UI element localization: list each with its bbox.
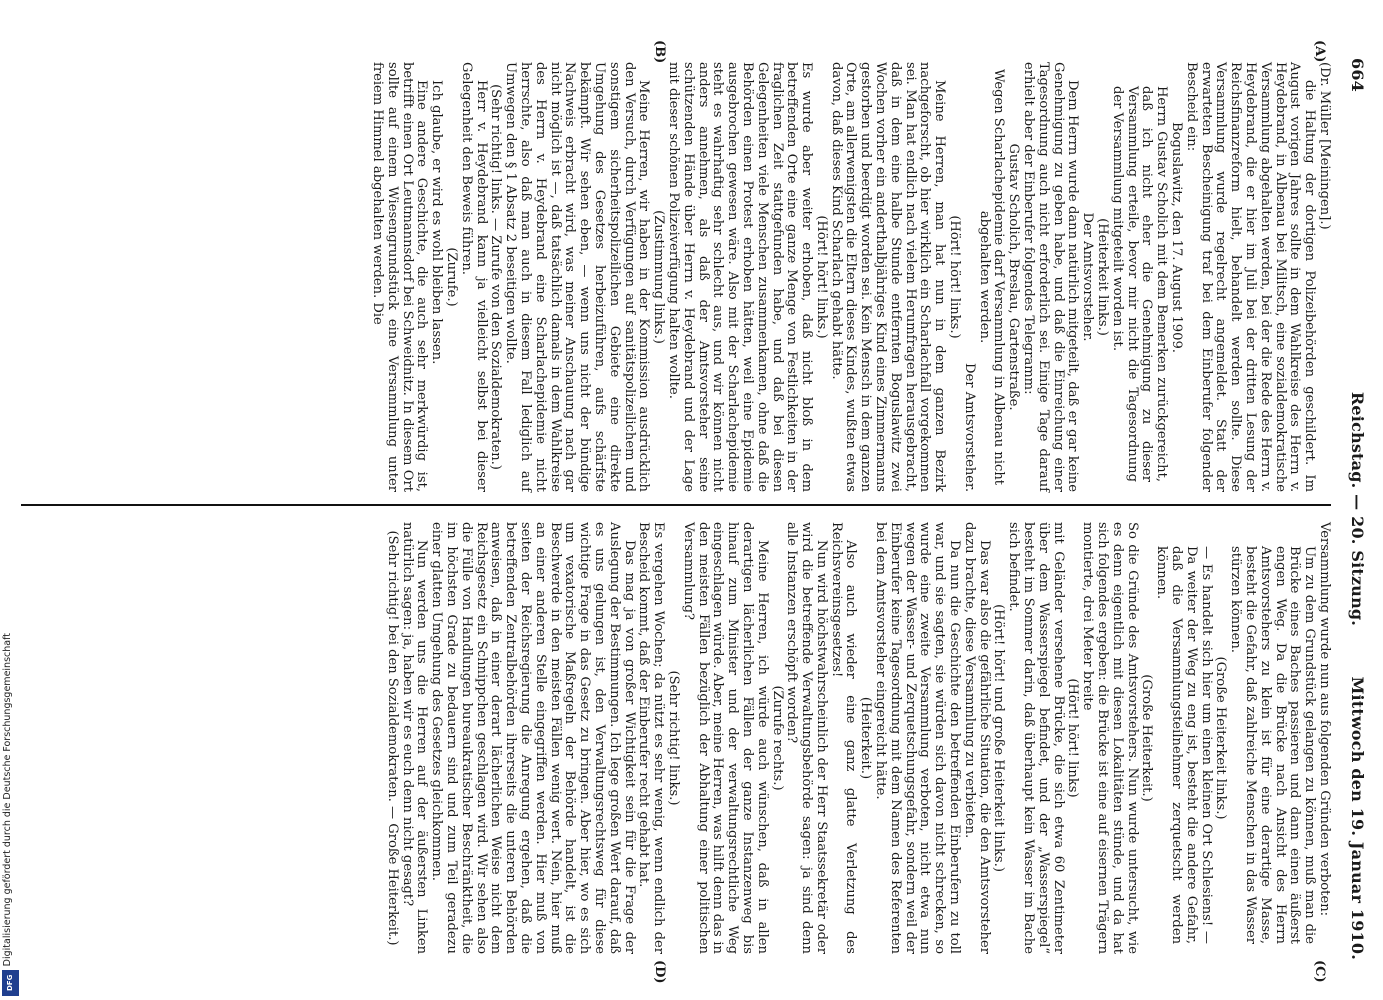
paragraph: Also auch wieder eine ganz glatte Verletzung des Reichsvereinsgesetzes! xyxy=(828,522,859,954)
paragraph: (Hört! hört! links) xyxy=(1065,678,1081,798)
page-title: Reichstag. — 20. Sitzung. xyxy=(1348,391,1367,627)
paragraph: Gustav Scholich, Breslau, Gartenstraße. xyxy=(1006,143,1022,411)
session-date: Mittwoch den 19. Januar 1910. xyxy=(1348,676,1367,960)
running-head xyxy=(1341,58,1367,960)
paragraph: (Hört! hört! links.) xyxy=(813,215,829,339)
paragraph: (Zurufe rechts.) xyxy=(769,685,785,791)
paragraph: (Dr. Müller [Meiningen].) xyxy=(1317,62,1332,230)
right-column xyxy=(384,522,1331,954)
paragraph: (Sehr richtig! bei den Sozialdemokraten. — Große Heiterkeit.) xyxy=(384,530,400,946)
digitization-footer xyxy=(0,0,22,1000)
paragraph: (Große Heiterkeit links.) xyxy=(1213,656,1229,820)
dfg-logo: DFG xyxy=(2,970,19,996)
paragraph: (Große Heiterkeit.) xyxy=(1139,674,1155,802)
paragraph: So die Gründe des Amtsvorstehers. Nun wurde untersucht, wie es denn eigentlich mit diesen Lokalitäten stünde, und da hat sich folgendes ergeben: die Brücke ist eine auf eisernen Trägern montierte, drei Meter breite xyxy=(1080,522,1140,954)
paragraph: (Heiterkeit.) xyxy=(858,696,874,780)
paragraph: Versammlung wurde nun aus folgenden Gründen verboten: xyxy=(1317,522,1332,917)
paragraph: Um zu dem Grundstück gelangen zu können, muß man die Brücke eines Baches passieren und dann einen äußerst engen Weg. Da die Brücke nach Ansicht des Herrn Amtsvorstehers zu klein ist für eine derartige Masse, besteht die Gefahr, daß zahlreiche Menschen in das Wasser stürzen können. xyxy=(1228,546,1318,944)
paragraph: Es vergehen Wochen; da nützt es sehr wenig, wenn endlich der Bescheid kommt, daß der Einberufer recht gehabt hat. xyxy=(636,522,667,954)
paragraph: Herrn Gustav Scholich mit dem Bemerken zurückgereicht, daß ich nicht eher die Genehmigung zu dieser Versammlung erteile, bevor mir nicht die Tagesordnung der Versammlung mitgeteilt worden ist. xyxy=(1109,86,1170,482)
page-number: 664 xyxy=(1348,58,1367,92)
paragraph: Nun wird höchstwahrscheinlich der Herr Staatssekretär oder wird die betreffende Verwaltungsbehörde sagen: ja sind denn alle Instanzen erschöpft worden? xyxy=(784,522,829,954)
paragraph: Meine Herren, wir haben in der Kommission ausdrücklich den Versuch, durch Verfügungen auf sanitätspolizeilichem und sonstigem sicherheitspolizeilichen Gebiete eine direkte Umgehung des Gesetzes herbeizuführen, aufs schärfste bekämpft. Wir sehen eben, — wenn uns nicht der bündige Nachweis erbracht wird, was meiner Anschauung nach gar nicht möglich ist —, daß tatsächlich damals in dem Wahlkreise des Herrn v. Heydebrand eine Scharlachepidemie nicht herrschte, also daß man auch in diesem Fall lediglich auf Umwegen den § 1 Absatz 2 beseitigen wollte. xyxy=(503,62,652,492)
paragraph: (Sehr richtig! links.) xyxy=(665,670,681,806)
paragraph: Eine andere Geschichte, die auch sehr merkwürdig ist, betrifft einen Ort Leutmannsdorf bei Schweidnitz. In diesem Ort sollte auf einem Wiesengrundstück eine Versammlung unter freiem Himmel abgehalten werden. Die xyxy=(370,62,430,492)
paragraph: (Sehr richtig! links. — Zurufe von den Sozialdemokraten.) xyxy=(488,84,504,470)
paragraph: (Zustimmung links.) xyxy=(651,210,667,344)
paragraph: Das war also die gefährliche Situation, die den Amtsvorsteher dazu brachte, diese Versammlung zu verbieten. xyxy=(961,522,992,954)
margin-mark-a: (A) xyxy=(1312,40,1327,63)
paragraph: (Heiterkeit links.) xyxy=(1095,218,1111,336)
paragraph: (Hört! hört! und große Heiterkeit links.) xyxy=(991,604,1007,872)
column-divider xyxy=(21,504,1331,506)
digitization-credit: Digitalisierung gefördert durch die Deutsche Forschungsgemeinschaft xyxy=(2,632,13,966)
paragraph: Meine Herren, man hat nun in dem ganzen Bezirk nachgeforscht, ob hier wirklich ein Scharlachfall vorgekommen sei. Man hat endlich nach vielem Herumfragen herausgebracht, daß in dem eine halbe Stunde entfernten Boguslawitz zwei Wochen vorher ein anderthalbjähriges Kind eines Zimmermanns gestorben und beerdigt worden sei. Kein Mensch in dem ganzen Orte, am allerwenigsten die Eltern dieses Kindes, wußten etwas davon, daß dieses Kind Scharlach gehabt hätte. xyxy=(828,62,948,492)
paragraph: Meine Herren, ich würde auch wünschen, daß in allen derartigen lächerlichen Fällen der ganze Instanzenweg bis hinauf zum Minister und der verwaltungsrechtliche Weg eingeschlagen würde. Aber, meine Herren, was hilft denn das in den meisten Fällen bezüglich der Abhaltung einer politischen Versammlung? xyxy=(680,522,770,954)
paragraph: Der Amtsvorsteher. xyxy=(961,363,977,492)
paragraph: Es wurde aber weiter erhoben, daß nicht bloß in dem betreffenden Orte eine ganze Menge von Festlichkeiten in der fraglichen Zeit stattgefunden habe, und daß bei diesen Gelegenheiten viele Menschen zusammenkamen, ohne daß die Behörden einen Protest erhoben hätten, weil eine Epidemie ausgebrochen gewesen wäre. Also mit der Scharlachepidemie steht es wahrhaftig sehr schlecht aus, und wir können nicht anders annehmen, als daß der Amtsvorsteher seine schützenden Hände über Herrn v. Heydebrand und der Lage mit dieser schönen Polizeiverfügung halten wollte. xyxy=(665,62,815,492)
left-column xyxy=(369,62,1331,492)
paragraph: mit Geländer versehene Brücke, die sich etwa 60 Zentimeter über dem Wasserspiegel befindet, und der „Wasserspiegel“ besteht im Sommer darin, daß überhaupt kein Wasser im Bache sich befindet. xyxy=(1006,522,1066,954)
paragraph: Der Amtsvorsteher. xyxy=(1080,212,1096,342)
margin-mark-d: (D) xyxy=(652,960,667,984)
paragraph: Boguslawitz, den 17. August 1909. xyxy=(1169,122,1185,353)
margin-mark-c: (C) xyxy=(1312,960,1327,983)
paragraph: (Zurufe.) xyxy=(443,247,459,307)
paragraph: Wegen Scharlachepidemie darf Versammlung in Albenau nicht abgehalten werden. xyxy=(976,68,1007,486)
paragraph: Nun werden uns die Herren auf der äußersten Linken natürlich sagen: ja, haben wir es euch denn nicht gesagt? xyxy=(399,522,430,954)
paragraph: Da nun die Geschichte den betreffenden Einberufern zu toll war, und sie sagten, sie würden sich davon nicht schrecken, so wurde eine zweite Versammlung verboten, nicht etwa nun wegen der Wasser- und Zerquetschungsgefahr, sondern weil der Einberufer keine Tagesordnung mit dem Namen des Referenten bei dem Amtsvorsteher eingereicht hätte. xyxy=(873,522,963,954)
paragraph: Das mag ja von großer Wichtigkeit sein für die Frage der Auslegung der Bestimmungen. Ich lege großen Wert darauf, daß es uns gelungen ist, den Verwaltungsrechtsweg für diese wichtige Frage in das Gesetz zu bringen. Aber hier, wo es sich um vexatorische Maßregeln der Behörde handelt, ist die Beschwerde in den meisten Fällen wenig wert. Nein, hier muß an einer anderen Stelle eingegriffen werden. Hier muß von seiten der Reichsregierung die Anregung ergehen, daß die betreffenden Zentralbehörden ihrerseits die unteren Behörden anweisen, daß in einer derart lächerlichen Weise nicht dem Reichsgesetz ein Schnippchen geschlagen wird. Wir sehen also die Fülle von Handlungen bureaukratischer Beschränktheit, die im höchsten Grade zu bedauern sind und zum Teil geradezu einer glatten Umgehung des Gesetzes gleichkommen. xyxy=(429,522,637,954)
margin-mark-b: (B) xyxy=(652,40,667,64)
paragraph: Herr v. Heydebrand kann ja vielleicht selbst bei dieser Gelegenheit den Beweis führen. xyxy=(458,62,489,492)
paragraph: die Haltung der dortigen Polizeibehörden geschildert. Im August vorigen Jahres sollte in dem Wahlkreise des Herrn v. Heydebrand, in Albenau bei Militsch, eine sozialdemokratische Versammlung abgehalten werden, bei der die Rede des Herrn v. Heydebrand, die er hier im Juli bei der dritten Lesung der Reichsfinanzreform hielt, behandelt werden sollte. Diese Versammlung wurde regelrecht angemeldet. Statt der erwarteten Bescheinigung traf bei dem Einberufer folgender Bescheid ein: xyxy=(1183,62,1318,492)
paragraph: Ich glaube, er wird es wohl bleiben lassen. xyxy=(429,80,445,365)
paragraph: — Es handelt sich hier um einen kleinen Ort Schlesiens! — Da weiter der Weg zu eng ist, besteht die andere Gefahr, daß die Versammlungsteilnehmer zerquetscht werden können. xyxy=(1154,546,1214,944)
paragraph: (Hört! hört! links.) xyxy=(947,215,963,339)
paragraph: Dem Herrn wurde dann natürlich mitgeteilt, daß er gar keine Genehmigung zu geben habe, und daß die Einreichung einer Tagesordnung auch nicht erforderlich sei. Einige Tage darauf erhielt aber der Einberufer folgendes Telegramm: xyxy=(1021,62,1081,492)
